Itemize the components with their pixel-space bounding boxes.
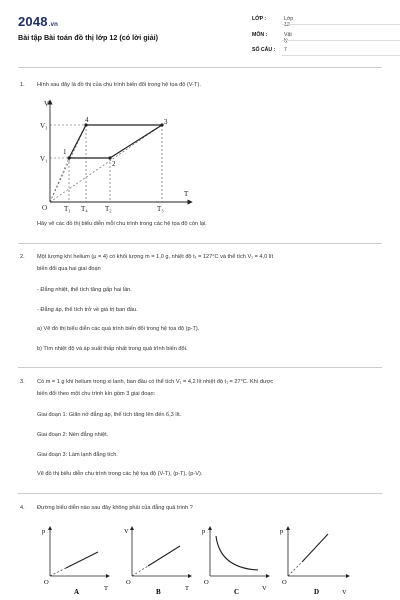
meta-count-value: 7 (284, 47, 287, 53)
q3-line2: biến đổi theo một chu trình kín gồm 3 giai đoạn: (37, 391, 156, 397)
divider (18, 367, 382, 368)
divider (282, 55, 400, 56)
q2-line2: biến đổi qua hai giai đoạn (37, 266, 101, 272)
q1-after: Hãy vẽ các đồ thị biểu diễn mỗi chu trình trong các hệ tọa độ còn lại. (37, 221, 207, 227)
meta-class-key: LỚP : (252, 16, 267, 22)
q3-item: Giai đoạn 2: Nén đẳng nhiệt. (37, 432, 109, 438)
meta-subject-value: Vật lý (284, 32, 292, 44)
divider (18, 493, 382, 494)
divider (18, 243, 382, 244)
meta-subject-key: MÔN : (252, 32, 268, 38)
x-axis-label: T (184, 190, 189, 198)
cycle-path (69, 125, 162, 158)
axis-label: V (262, 585, 267, 592)
page-header (0, 0, 400, 70)
q3-line1: Có m = 1 g khí helium trong xi lanh, ban đầu có thể tích V₁ = 4,2 lít nhiệt độ t₁ = 27°C. Khí được (37, 379, 274, 385)
axis-label: p (42, 528, 46, 535)
axis-label: V (124, 528, 129, 535)
x-tick: T₄ (81, 205, 88, 213)
q2-number: 2. (20, 254, 25, 260)
axis-label: p (280, 528, 284, 535)
header-divider (18, 67, 382, 68)
option-c-graph (202, 528, 268, 596)
meta-class-value: Lớp 12 (284, 16, 294, 28)
q1-number: 1. (20, 82, 25, 88)
point-label: 2 (112, 160, 116, 168)
q3-item: Vẽ đồ thị biểu diễn chu trình trong các hệ tọa độ (V-T), (p-T), (p-V). (37, 471, 203, 477)
q2-item: a) Vẽ đồ thị biểu diễn các quá trình biến đổi trong hệ tọa độ (p-T). (37, 326, 200, 332)
q4-number: 4. (20, 505, 25, 511)
point-label: 1 (63, 148, 67, 156)
origin-label: O (42, 204, 48, 212)
divider (282, 40, 400, 41)
x-tick: T₁ (64, 205, 71, 213)
axis-label: T (185, 585, 189, 592)
q1-text: Hình sau đây là đồ thị của chu trình biến đổi trong hệ tọa độ (V-T). (37, 82, 201, 88)
y-axis-label: V (44, 100, 50, 108)
origin-label: O (204, 579, 209, 586)
point-label: 3 (164, 118, 168, 126)
option-label: A (74, 588, 80, 596)
x-tick: T₃ (157, 205, 164, 213)
q3-item: Giai đoạn 1: Giãn nở đẳng áp, thể tích tăng lên đến 6,3 lít. (37, 412, 182, 418)
q2-item: - Đẳng áp, thể tích trở về giá trị ban đầu. (37, 307, 138, 313)
site-logo[interactable] (18, 14, 58, 29)
dashed-guides (50, 125, 162, 202)
q3-number: 3. (20, 379, 25, 385)
axis-label: p (202, 528, 206, 535)
logo-suffix: .vn (48, 22, 59, 28)
origin-label: O (282, 579, 287, 586)
document-title: Bài tập Bài toán đồ thị lớp 12 (có lời giải) (18, 33, 159, 42)
q2-item: - Đẳng nhiệt, thể tích tăng gấp hai lần. (37, 287, 132, 293)
axis-label: T (104, 585, 108, 592)
point-label: 4 (85, 116, 89, 124)
option-a-graph (42, 528, 108, 596)
q1-vt-graph (36, 96, 196, 214)
axis-label: V (342, 589, 347, 596)
origin-label: O (126, 579, 131, 586)
q3-item: Giai đoạn 3: Làm lạnh đẳng tích. (37, 452, 118, 458)
x-tick: T₂ (105, 205, 112, 213)
q4-text: Đường biểu diễn nào sau đây không phải của đẳng quá trình ? (37, 505, 193, 511)
q2-item: b) Tìm nhiệt độ và áp suất thấp nhất trong quá trình biến đổi. (37, 346, 188, 352)
option-b-graph (124, 528, 190, 596)
origin-label: O (44, 579, 49, 586)
logo-text: 2048 (18, 14, 48, 29)
q4-option-graphs (30, 520, 370, 600)
divider (282, 24, 400, 25)
option-label: D (314, 588, 320, 596)
y-tick: V₁ (40, 155, 48, 163)
option-label: C (234, 588, 240, 596)
q2-line1: Một lượng khí helium (μ = 4) có khối lượng m = 1,0 g, nhiệt độ t₁ = 127°C và thể tích V₁ = 4,0 lít (37, 254, 274, 260)
option-label: B (156, 588, 161, 596)
meta-count-key: SỐ CÂU : (252, 47, 276, 53)
y-tick: V₃ (40, 122, 48, 130)
option-d-graph (280, 528, 348, 596)
